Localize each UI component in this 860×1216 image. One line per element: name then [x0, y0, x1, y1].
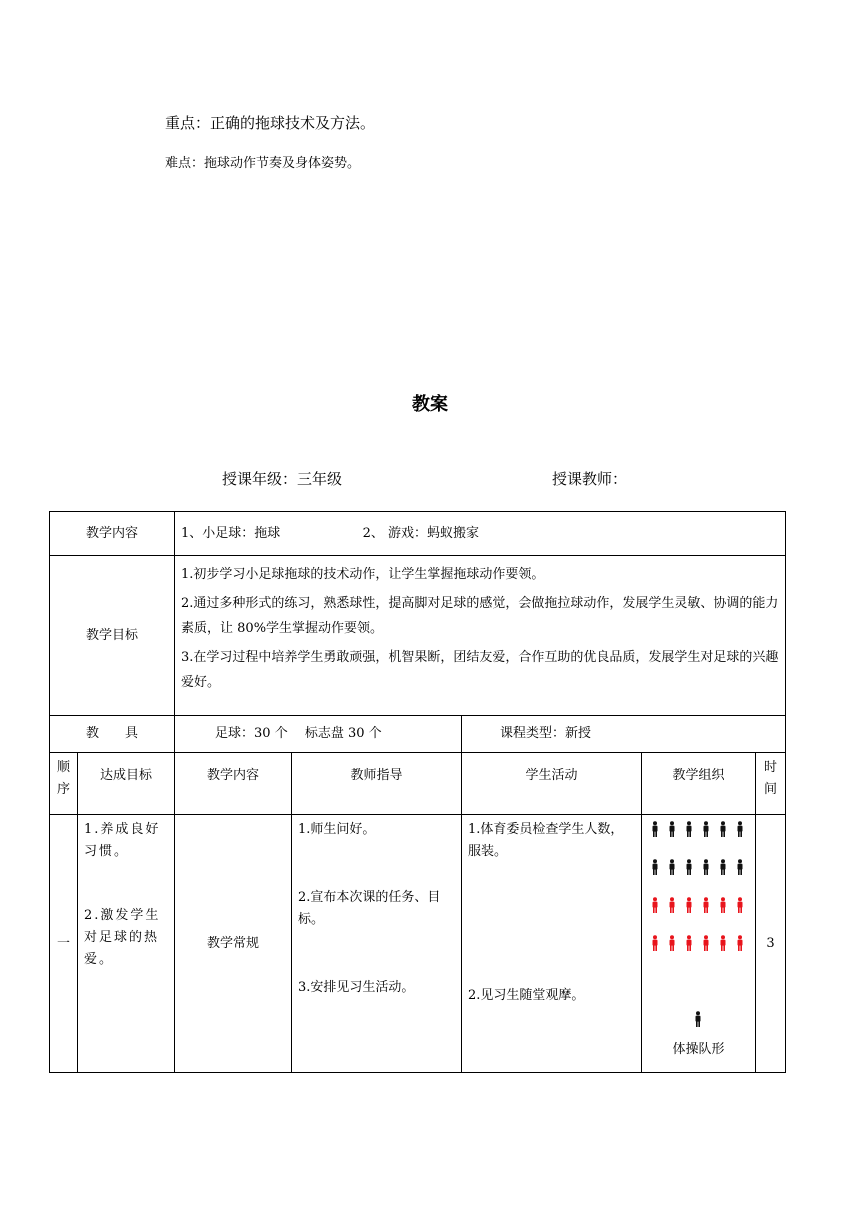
header-order: 顺序 [50, 753, 78, 815]
row-guidance [292, 815, 462, 1073]
guidance-item: 1.师生问好。 [298, 822, 376, 837]
content-item-2: 2、 游戏：蚂蚁搬家 [362, 525, 479, 541]
person-icon [701, 821, 711, 837]
lesson-plan-table [49, 511, 786, 1073]
person-icon [684, 859, 694, 875]
person-icon [650, 821, 660, 837]
formation-row-red [650, 935, 745, 951]
objectives-list [175, 556, 786, 716]
formation-teacher [693, 1011, 703, 1027]
row-order: 一 [50, 815, 78, 1073]
guidance-item: 3.安排见习生活动。 [298, 980, 415, 995]
person-icon [718, 935, 728, 951]
objectives-label: 教学目标 [50, 556, 175, 716]
objective-item: 3.在学习过程中培养学生勇敢顽强，机智果断，团结友爱，合作互助的优良品质，发展学生对足球的兴趣爱好。 [181, 650, 779, 690]
person-icon [684, 935, 694, 951]
objective-item: 1.初步学习小足球拖球的技术动作，让学生掌握拖球动作要领。 [181, 567, 545, 582]
row-organization [642, 815, 756, 1073]
person-icon [667, 859, 677, 875]
formation-row-black [650, 859, 745, 875]
person-icon [650, 935, 660, 951]
header-organization: 教学组织 [642, 753, 756, 815]
formation-label: 体操队形 [672, 1042, 725, 1057]
formation-row-black [650, 821, 745, 837]
guidance-item: 2.宣布本次课的任务、目标。 [298, 890, 441, 927]
goal-item: 2.激发学生对足球的热爱。 [84, 908, 161, 967]
person-icon [701, 897, 711, 913]
header-activity: 学生活动 [462, 753, 642, 815]
content-item-1: 1、小足球：拖球 [181, 525, 281, 541]
formation-diagram [642, 815, 755, 1055]
header-guidance: 教师指导 [292, 753, 462, 815]
row-time: 3 [756, 815, 786, 1073]
person-icon [701, 859, 711, 875]
person-icon [650, 859, 660, 875]
grade-label: 授课年级：三年级 [222, 470, 343, 488]
goal-item: 1.养成良好习惯。 [84, 822, 161, 859]
content-label: 教学内容 [50, 512, 175, 556]
content-value [175, 512, 786, 556]
person-icon [735, 821, 745, 837]
difficulty-point: 难点：拖球动作节奏及身体姿势。 [165, 156, 361, 171]
person-icon [718, 897, 728, 913]
person-icon [684, 897, 694, 913]
page-title: 教案 [412, 394, 448, 415]
person-icon [735, 859, 745, 875]
header-goal: 达成目标 [78, 753, 175, 815]
person-icon [650, 897, 660, 913]
focus-point: 重点：正确的拖球技术及方法。 [165, 114, 376, 132]
person-icon [684, 821, 694, 837]
person-icon [735, 935, 745, 951]
formation-row-red [650, 897, 745, 913]
header-time: 时间 [756, 753, 786, 815]
person-icon [693, 1011, 703, 1027]
person-icon [718, 859, 728, 875]
row-content: 教学常规 [175, 815, 292, 1073]
person-icon [667, 821, 677, 837]
person-icon [735, 897, 745, 913]
row-activity [462, 815, 642, 1073]
objective-item: 2.通过多种形式的练习，熟悉球性，提高脚对足球的感觉，会做拖拉球动作，发展学生灵敏、协调的能力素质，让 80%学生掌握动作要领。 [181, 596, 779, 636]
person-icon [701, 935, 711, 951]
course-type: 课程类型：新授 [462, 716, 786, 753]
person-icon [667, 897, 677, 913]
teacher-label: 授课教师： [552, 470, 628, 488]
person-icon [667, 935, 677, 951]
activity-item: 1.体育委员检查学生人数，服装。 [468, 822, 624, 859]
activity-item: 2.见习生随堂观摩。 [468, 988, 585, 1003]
person-icon [718, 821, 728, 837]
equipment-label: 教 具 [50, 716, 175, 753]
equipment-value: 足球：30 个 标志盘 30 个 [175, 716, 462, 753]
row-goals [78, 815, 175, 1073]
header-content: 教学内容 [175, 753, 292, 815]
